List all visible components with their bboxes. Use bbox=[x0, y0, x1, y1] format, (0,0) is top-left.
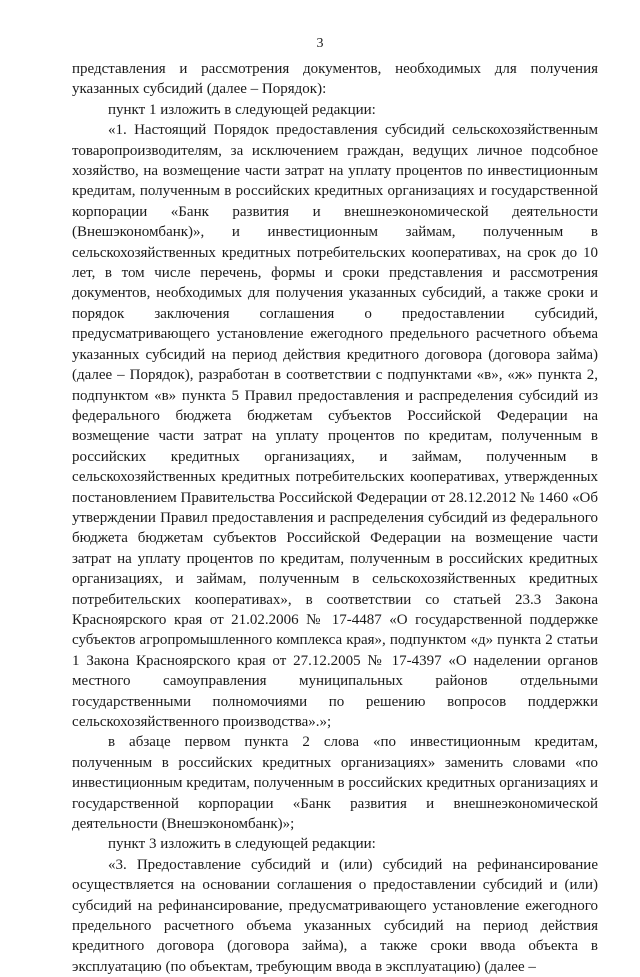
paragraph-amend-point-1: пункт 1 изложить в следующей редакции: bbox=[108, 101, 376, 118]
page-number: 3 bbox=[316, 36, 324, 51]
paragraph-point-3-text: «3. Предоставление субсидий и (или) субсидий на рефинансирование осуществляется на основании соглашения о предоставлении субсидий и (или) субсидий на рефинансирование, предусматривающего установление ежегодного предельного расчетного объема указанных субсидий на период действия кредитного договора (договора займа), а также сроки ввода объекта в эксплуатацию (по объектам, требующим ввода в эксплуатацию) (далее – bbox=[72, 856, 598, 975]
paragraph-procedure-continuation: представления и рассмотрения документов, необходимых для получения указанных субсидий (далее – Порядок): bbox=[72, 61, 598, 98]
paragraph-point-1-text: «1. Настоящий Порядок предоставления субсидий сельскохозяйственным товаропроизводителям, за исключением граждан, ведущих личное подсобное хозяйство, на возмещение части затрат на уплату процентов по инвестиционным кредитам, полученным в российских кредитных организациях и государственной корпорации «Банк развития и внешнеэкономической деятельности (Внешэкономбанк)», и инвестиционным займам, полученным в сельскохозяйственных кредитных потребительских кооперативах, на срок до 10 лет, в том числе перечень, формы и сроки представления и рассмотрения документов, необходимых для получения указанных субсидий, а также сроки и порядок заключения соглашения о предоставлении субсидий, предусматривающего установление ежегодного предельного расчетного объема указанных субсидий на период действия кредитного договора (договора займа) (далее – Порядок), разработан в соответствии с подпунктами «в», «ж» пункта 2, подпунктом «в» пункта 5 Правил предоставления и распределения субсидий из федерального бюджета бюджетам субъектов Российской Федерации на возмещение части затрат на уплату процентов по кредитам, полученным в российских кредитных организациях, и займам, полученным в сельскохозяйственных кредитных потребительских кооперативах, утвержденных постановлением Правительства Российской Федерации от 28.12.2012 № 1460 «Об утверждении Правил предоставления и распределения субсидий из федерального бюджета бюджетам субъектов Российской Федерации на возмещение части затрат на уплату процентов по кредитам, полученным в российских кредитных организациях, и займам, полученным в сельскохозяйственных кредитных потребительских кооперативах», в соответствии со статьей 23.3 Закона Красноярского края от 21.02.2006 № 17-4487 «О государственной поддержке субъектов агропромышленного комплекса края», подпунктом «д» пункта 2 статьи 1 Закона Красноярского края от 27.12.2005 № 17-4397 «О наделении органов местного самоуправления муниципальных районов отдельными государственными полномочиями по решению вопросов поддержки сельскохозяйственного производства».»; bbox=[72, 122, 598, 730]
paragraph-amend-point-3: пункт 3 изложить в следующей редакции: bbox=[108, 836, 376, 853]
document-body bbox=[72, 59, 598, 977]
paragraph-amend-point-2: в абзаце первом пункта 2 слова «по инвестиционным кредитам, полученным в российских кредитных организациях» заменить словами «по инвестиционным кредитам, полученным в российских кредитных организациях и государственной корпорации «Банк развития и внешнеэкономической деятельности (Внешэкономбанк)»; bbox=[72, 734, 598, 833]
